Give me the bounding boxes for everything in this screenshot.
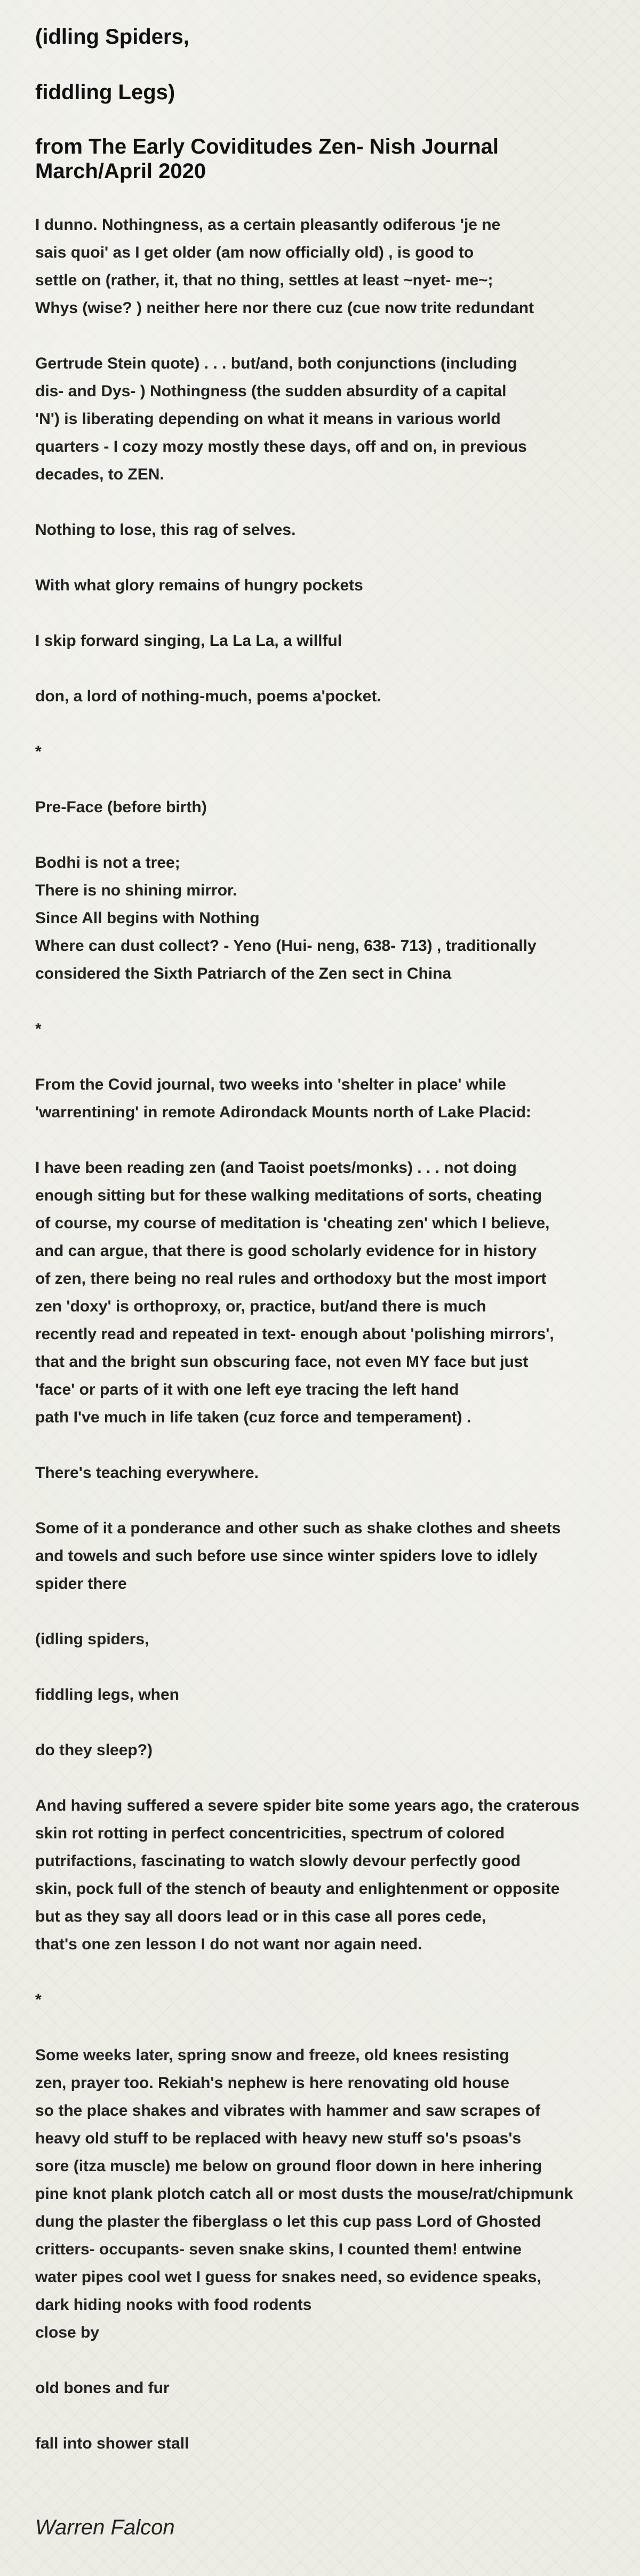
poem-line: * bbox=[35, 1020, 42, 1038]
poem-line: zen, prayer too. Rekiah's nephew is here renovating old house bbox=[35, 2074, 510, 2092]
poem-stanza bbox=[35, 1515, 622, 1598]
poem-line: 'face' or parts of it with one left eye tracing the left hand bbox=[35, 1381, 459, 1398]
poem-stanza bbox=[35, 1626, 622, 1653]
poem-stanza bbox=[35, 2430, 622, 2458]
poem-line: And having suffered a severe spider bite some years ago, the craterous bbox=[35, 1797, 580, 1814]
poem-line: heavy old stuff to be replaced with heavy new stuff so's psoas's bbox=[35, 2130, 522, 2147]
poem-line: of course, my course of meditation is 'cheating zen' which I believe, bbox=[35, 1214, 550, 1232]
poem-stanza bbox=[35, 794, 622, 821]
poem-line: decades, to ZEN. bbox=[35, 466, 164, 483]
poem-container bbox=[35, 23, 622, 2485]
poem-line: Nothing to lose, this rag of selves. bbox=[35, 521, 296, 539]
poem-line: * bbox=[35, 1991, 42, 2009]
poem-line: dung the plaster the fiberglass o let this cup pass Lord of Ghosted bbox=[35, 2213, 541, 2230]
poem-line: enough sitting but for these walking meditations of sorts, cheating bbox=[35, 1187, 542, 1204]
poem-line: Some of it a ponderance and other such as shake clothes and sheets bbox=[35, 1519, 561, 1537]
poem-line: and can argue, that there is good scholarly evidence for in history bbox=[35, 1242, 537, 1260]
poem-line: sore (itza muscle) me below on ground floor down in here inhering bbox=[35, 2157, 542, 2175]
poem-line: I have been reading zen (and Taoist poets/monks) . . . not doing bbox=[35, 1159, 517, 1177]
poem-stanza bbox=[35, 572, 622, 599]
poem-stanza bbox=[35, 2374, 622, 2402]
poem-line: spider there bbox=[35, 1575, 127, 1593]
poem-line: I skip forward singing, La La La, a willful bbox=[35, 632, 342, 650]
poem-line: but as they say all doors lead or in this case all pores cede, bbox=[35, 1908, 486, 1925]
poem-body bbox=[35, 211, 622, 2458]
poem-line: dark hiding nooks with food rodents bbox=[35, 2296, 312, 2314]
poem-line: path I've much in life taken (cuz force and temperament) . bbox=[35, 1409, 471, 1426]
poem-line: old bones and fur bbox=[35, 2379, 170, 2397]
poem-stanza bbox=[35, 627, 622, 655]
poem-line: don, a lord of nothing-much, poems a'pocket. bbox=[35, 687, 381, 705]
poem-subtitle bbox=[35, 134, 622, 183]
poem-line: I dunno. Nothingness, as a certain pleasantly odiferous 'je ne bbox=[35, 216, 501, 234]
poem-line: Gertrude Stein quote) . . . but/and, both conjunctions (including bbox=[35, 355, 517, 372]
poem-stanza bbox=[35, 1737, 622, 1764]
subtitle-line-2: March/April 2020 bbox=[35, 159, 206, 183]
poem-line: There is no shining mirror. bbox=[35, 882, 237, 899]
poem-line: From the Covid journal, two weeks into 'shelter in place' while bbox=[35, 1076, 506, 1093]
poem-line: fiddling legs, when bbox=[35, 1686, 179, 1703]
poem-line: Some weeks later, spring snow and freeze, old knees resisting bbox=[35, 2046, 509, 2064]
poem-stanza bbox=[35, 683, 622, 710]
poem-line: fall into shower stall bbox=[35, 2435, 189, 2452]
poem-stanza bbox=[35, 738, 622, 766]
poem-line: critters- occupants- seven snake skins, I counted them! entwine bbox=[35, 2241, 522, 2258]
poem-stanza bbox=[35, 1015, 622, 1043]
poem-stanza bbox=[35, 350, 622, 489]
poem-line: 'N') is liberating depending on what it means in various world bbox=[35, 410, 501, 428]
poem-line: dis- and Dys- ) Nothingness (the sudden absurdity of a capital bbox=[35, 382, 507, 400]
poem-line: do they sleep?) bbox=[35, 1741, 153, 1759]
poem-line: skin rot rotting in perfect concentricities, spectrum of colored bbox=[35, 1825, 505, 1842]
poem-line: There's teaching everywhere. bbox=[35, 1464, 259, 1482]
poem-stanza bbox=[35, 211, 622, 322]
poem-line: Whys (wise? ) neither here nor there cuz (cue now trite redundant bbox=[35, 299, 534, 317]
poem-stanza bbox=[35, 1071, 622, 1126]
poem-line: Bodhi is not a tree; bbox=[35, 854, 180, 871]
poem-title-line-1: (idling Spiders, bbox=[35, 25, 189, 49]
poem-stanza bbox=[35, 1792, 622, 1958]
poem-stanza bbox=[35, 1154, 622, 1431]
poem-stanza bbox=[35, 2042, 622, 2347]
poem-line: Since All begins with Nothing bbox=[35, 909, 260, 927]
poem-line: (idling spiders, bbox=[35, 1630, 149, 1648]
poem-line: considered the Sixth Patriarch of the Zen sect in China bbox=[35, 965, 452, 982]
poem-line: putrifactions, fascinating to watch slowly devour perfectly good bbox=[35, 1852, 521, 1870]
poem-line: pine knot plank plotch catch all or most dusts the mouse/rat/chipmunk bbox=[35, 2185, 573, 2203]
subtitle-line-1: from The Early Coviditudes Zen- Nish Journal bbox=[35, 135, 499, 158]
author-name: Warren Falcon bbox=[35, 2516, 175, 2539]
poem-stanza bbox=[35, 516, 622, 544]
poem-line: of zen, there being no real rules and orthodoxy but the most import bbox=[35, 1270, 547, 1287]
poem-line: zen 'doxy' is orthoproxy, or, practice, but/and there is much bbox=[35, 1298, 486, 1315]
poem-stanza bbox=[35, 1986, 622, 2014]
poem-line: so the place shakes and vibrates with hammer and saw scrapes of bbox=[35, 2102, 541, 2119]
poem-line: 'warrentining' in remote Adirondack Mounts north of Lake Placid: bbox=[35, 1103, 531, 1121]
poem-line: water pipes cool wet I guess for snakes need, so evidence speaks, bbox=[35, 2268, 541, 2286]
poem-line: and towels and such before use since winter spiders love to idlely bbox=[35, 1547, 538, 1565]
poem-line: With what glory remains of hungry pockets bbox=[35, 577, 363, 594]
poem-stanza bbox=[35, 1681, 622, 1709]
poem-title-line-2: fiddling Legs) bbox=[35, 81, 175, 104]
poem-line: * bbox=[35, 743, 42, 761]
poem-line: sais quoi' as I get older (am now officially old) , is good to bbox=[35, 244, 474, 261]
poem-line: skin, pock full of the stench of beauty and enlightenment or opposite bbox=[35, 1880, 560, 1898]
poem-line: Where can dust collect? - Yeno (Hui- neng, 638- 713) , traditionally bbox=[35, 937, 537, 955]
poem-line: close by bbox=[35, 2324, 100, 2341]
poem-line: that's one zen lesson I do not want nor again need. bbox=[35, 1935, 422, 1953]
poem-line: quarters - I cozy mozy mostly these days, off and on, in previous bbox=[35, 438, 527, 455]
poem-line: settle on (rather, it, that no thing, settles at least ~nyet- me~; bbox=[35, 271, 493, 289]
poem-line: recently read and repeated in text- enough about 'polishing mirrors', bbox=[35, 1325, 554, 1343]
poem-line: that and the bright sun obscuring face, not even MY face but just bbox=[35, 1353, 529, 1371]
poem-stanza bbox=[35, 849, 622, 988]
poem-stanza bbox=[35, 1459, 622, 1487]
poem-line: Pre-Face (before birth) bbox=[35, 798, 207, 816]
